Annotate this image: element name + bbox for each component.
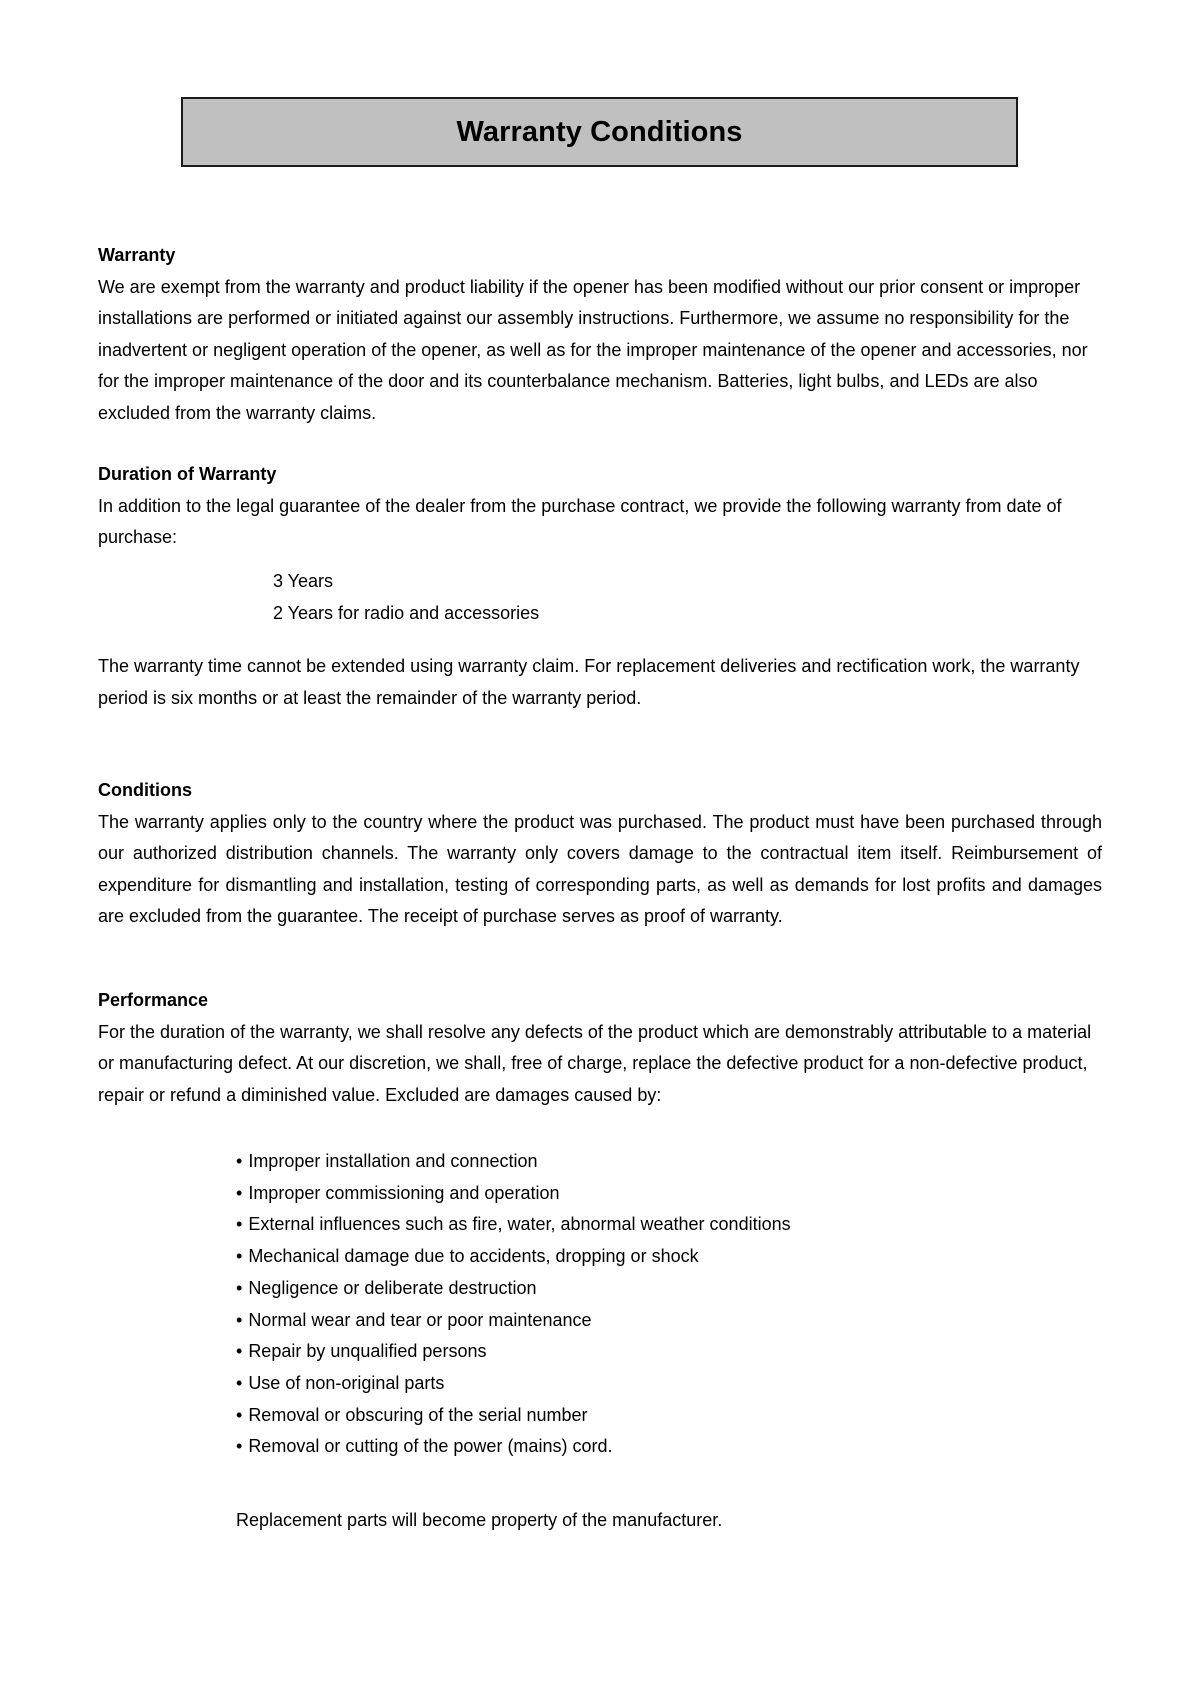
- exclusions-list: [236, 1146, 791, 1463]
- section-heading-warranty: Warranty: [98, 245, 176, 265]
- list-item: • External influences such as fire, water, abnormal weather conditions: [236, 1209, 791, 1241]
- list-item: • Repair by unqualified persons: [236, 1336, 791, 1368]
- section-duration: [98, 459, 1102, 554]
- page-title: Warranty Conditions: [456, 115, 743, 148]
- section-performance: [98, 985, 1102, 1111]
- list-item: • Mechanical damage due to accidents, dropping or shock: [236, 1241, 791, 1273]
- list-item: • Improper installation and connection: [236, 1146, 791, 1178]
- section-warranty: [98, 240, 1102, 430]
- warranty-period-item: 3 Years: [273, 571, 334, 591]
- list-item: • Removal or cutting of the power (mains) cord.: [236, 1431, 791, 1463]
- section-text-warranty: We are exempt from the warranty and product liability if the opener has been modified without our prior consent or improper installations are performed or initiated against our assembly instructions. Furthermore, we assume no responsibility for the inadvertent or negligent operation of the opener, as well as for the improper maintenance of the opener and accessories, nor for the improper maintenance of the door and its counterbalance mechanism. Batteries, light bulbs, and LEDs are also excluded from the warranty claims.: [98, 276, 1088, 423]
- section-duration-note: [98, 651, 1102, 714]
- section-text-performance: For the duration of the warranty, we shall resolve any defects of the product which are demonstrably attributable to a material or manufacturing defect. At our discretion, we shall, free of charge, replace the defective product for a non-defective product, repair or refund a diminished value. Excluded are damages caused by:: [98, 1021, 1092, 1105]
- list-item: • Use of non-original parts: [236, 1368, 791, 1400]
- section-conditions: [98, 775, 1102, 933]
- list-item: • Removal or obscuring of the serial number: [236, 1400, 791, 1432]
- duration-note-text: The warranty time cannot be extended using warranty claim. For replacement deliveries and rectification work, the warranty period is six months or at least the remainder of the warranty period.: [98, 656, 1080, 708]
- closing-note: Replacement parts will become property of the manufacturer.: [236, 1510, 723, 1530]
- list-item: • Negligence or deliberate destruction: [236, 1273, 791, 1305]
- section-text-conditions: The warranty applies only to the country where the product was purchased. The product must have been purchased through our authorized distribution channels. The warranty only covers damage to the contractual item itself. Reimbursement of expenditure for dismantling and installation, testing of corresponding parts, as well as demands for lost profits and damages are excluded from the guarantee. The receipt of purchase serves as proof of warranty.: [98, 811, 1102, 927]
- section-text-duration: In addition to the legal guarantee of the dealer from the purchase contract, we provide the following warranty from date of purchase:: [98, 495, 1062, 548]
- warranty-periods: [273, 566, 539, 629]
- title-box: [181, 97, 1018, 167]
- section-heading-conditions: Conditions: [98, 780, 192, 800]
- section-heading-duration: Duration of Warranty: [98, 464, 277, 484]
- section-heading-performance: Performance: [98, 990, 209, 1010]
- list-item: • Improper commissioning and operation: [236, 1178, 791, 1210]
- warranty-period-item: 2 Years for radio and accessories: [273, 602, 540, 623]
- list-item: • Normal wear and tear or poor maintenance: [236, 1305, 791, 1337]
